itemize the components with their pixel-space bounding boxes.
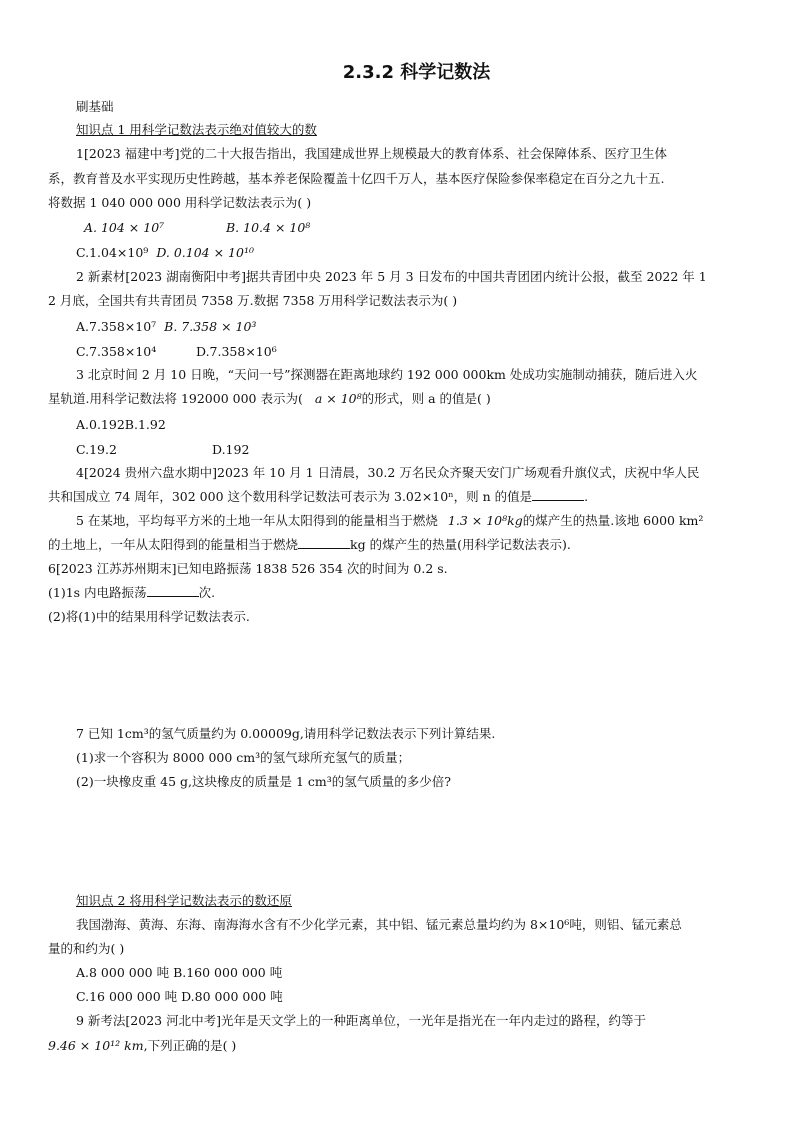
- question-3-options-cd: [76, 441, 776, 459]
- question-5-text-a: 5 在某地，平均每平方米的土地一年从太阳得到的能量相当于燃烧: [76, 513, 438, 528]
- option-d: D.7.358×10⁶: [196, 344, 277, 359]
- question-2-line-1: 2 新素材[2023 湖南衡阳中考]据共青团中央 2023 年 5 月 3 日发布的中国共青团团内统计公报，截至 2022 年 1: [76, 269, 707, 284]
- option-d: D. 0.104 × 10¹⁰: [156, 245, 254, 260]
- question-1-line-2: 系，教育普及水平实现历史性跨越，基本养老保险覆盖十亿四千万人，基本医疗保险参保率稳定在百分之九十五.: [48, 171, 665, 186]
- question-5-text-c: 的土地上，一年从太阳得到的能量相当于燃烧: [48, 537, 299, 552]
- question-4-period: .: [584, 489, 589, 504]
- section-heading: 刷基础: [76, 99, 114, 114]
- question-3-line-2: [48, 390, 748, 408]
- question-8-line-1: 我国渤海、黄海、东海、南海海水含有不少化学元素，其中铝、锰元素总量均约为 8×10⁶吨，则铝、锰元素总: [76, 917, 682, 932]
- question-9-text: ,下列正确的是( ): [143, 1038, 237, 1053]
- option-d: D.192: [212, 442, 250, 457]
- question-8-line-2: 量的和约为( ): [48, 941, 125, 956]
- question-5-text-b: 的煤产生的热量.该地 6000 km²: [522, 513, 704, 528]
- question-5-line-1: [76, 512, 776, 530]
- question-1-options-cd: [76, 244, 776, 262]
- knowledge-point-heading: 知识点 1 用科学记数法表示绝对值较大的数: [76, 122, 317, 137]
- question-3-text-a: 星轨道.用科学记数法将 192000 000 表示为(: [48, 391, 303, 406]
- math-expression: 9.46 × 10¹² km: [48, 1038, 144, 1053]
- question-7-line-3: (2)一块橡皮重 45 g,这块橡皮的质量是 1 cm³的氢气质量的多少倍?: [76, 774, 452, 789]
- option-a: A.7.358×10⁷: [76, 319, 157, 334]
- question-3-options-ab: A.0.192B.1.92: [76, 417, 166, 432]
- option-c: C.1.04×10⁹: [76, 245, 149, 260]
- answer-blank[interactable]: [147, 584, 199, 597]
- page-title: 2.3.2 科学记数法: [342, 62, 491, 83]
- question-4-line-1: 4[2024 贵州六盘水期中]2023 年 10 月 1 日清晨，30.2 万名民众齐聚天安门广场观看升旗仪式，庆祝中华人民: [76, 465, 700, 480]
- question-1-line-3: 将数据 1 040 000 000 用科学记数法表示为( ): [48, 195, 312, 210]
- question-6-line-2: [48, 584, 748, 602]
- answer-blank[interactable]: [298, 536, 350, 549]
- question-4-line-2: [48, 488, 748, 506]
- option-a: A. 104 × 10⁷: [84, 220, 165, 235]
- math-expression: 1.3 × 10⁸kg: [447, 513, 523, 528]
- answer-blank[interactable]: [532, 488, 584, 501]
- option-b: B. 10.4 × 10⁸: [226, 220, 311, 235]
- math-expression: a × 10⁸: [314, 391, 362, 406]
- question-3-text-b: 的形式，则 a 的值是( ): [361, 391, 491, 406]
- question-8-options-ab: A.8 000 000 吨 B.160 000 000 吨: [76, 965, 283, 980]
- question-5-text-d: kg 的煤产生的热量(用科学记数法表示).: [350, 537, 571, 552]
- question-2-options-cd: [76, 343, 776, 361]
- option-c: C.7.358×10⁴: [76, 344, 157, 359]
- question-5-line-2: [48, 536, 748, 554]
- question-2-options-ab: [76, 318, 776, 336]
- option-b: B. 7.358 × 10³: [164, 319, 257, 334]
- question-6-text-b: 次.: [198, 585, 216, 600]
- question-8-options-cd: C.16 000 000 吨 D.80 000 000 吨: [76, 989, 283, 1004]
- question-1-options-ab: [84, 219, 784, 237]
- knowledge-point-heading: 知识点 2 将用科学记数法表示的数还原: [76, 893, 292, 908]
- question-9-line-2: [48, 1037, 748, 1055]
- question-7-line-1: 7 已知 1cm³的氢气质量约为 0.00009g,请用科学记数法表示下列计算结果.: [76, 726, 496, 741]
- question-2-line-2: 2 月底，全国共有共青团员 7358 万.数据 7358 万用科学记数法表示为( ): [48, 293, 458, 308]
- question-4-text: 共和国成立 74 周年，302 000 这个数用科学记数法可表示为 3.02×10ⁿ，则 n 的值是: [48, 489, 533, 504]
- question-3-line-1: 3 北京时间 2 月 10 日晚，“天问一号”探测器在距离地球约 192 000 000km 处成功实施制动捕获，随后进入火: [76, 367, 698, 382]
- option-c: C.19.2: [76, 442, 117, 457]
- question-6-line-1: 6[2023 江苏苏州期末]已知电路振荡 1838 526 354 次的时间为 0.2 s.: [48, 561, 448, 576]
- question-6-line-3: (2)将(1)中的结果用科学记数法表示.: [48, 609, 250, 624]
- question-7-line-2: (1)求一个容积为 8000 000 cm³的氢气球所充氢气的质量；: [76, 750, 411, 765]
- question-6-text-a: (1)1s 内电路振荡: [48, 585, 147, 600]
- question-1-line-1: 1[2023 福建中考]党的二十大报告指出，我国建成世界上规模最大的教育体系、社会保障体系、医疗卫生体: [76, 146, 667, 161]
- question-9-line-1: 9 新考法[2023 河北中考]光年是天文学上的一种距离单位，一光年是指光在一年内走过的路程，约等于: [76, 1013, 646, 1028]
